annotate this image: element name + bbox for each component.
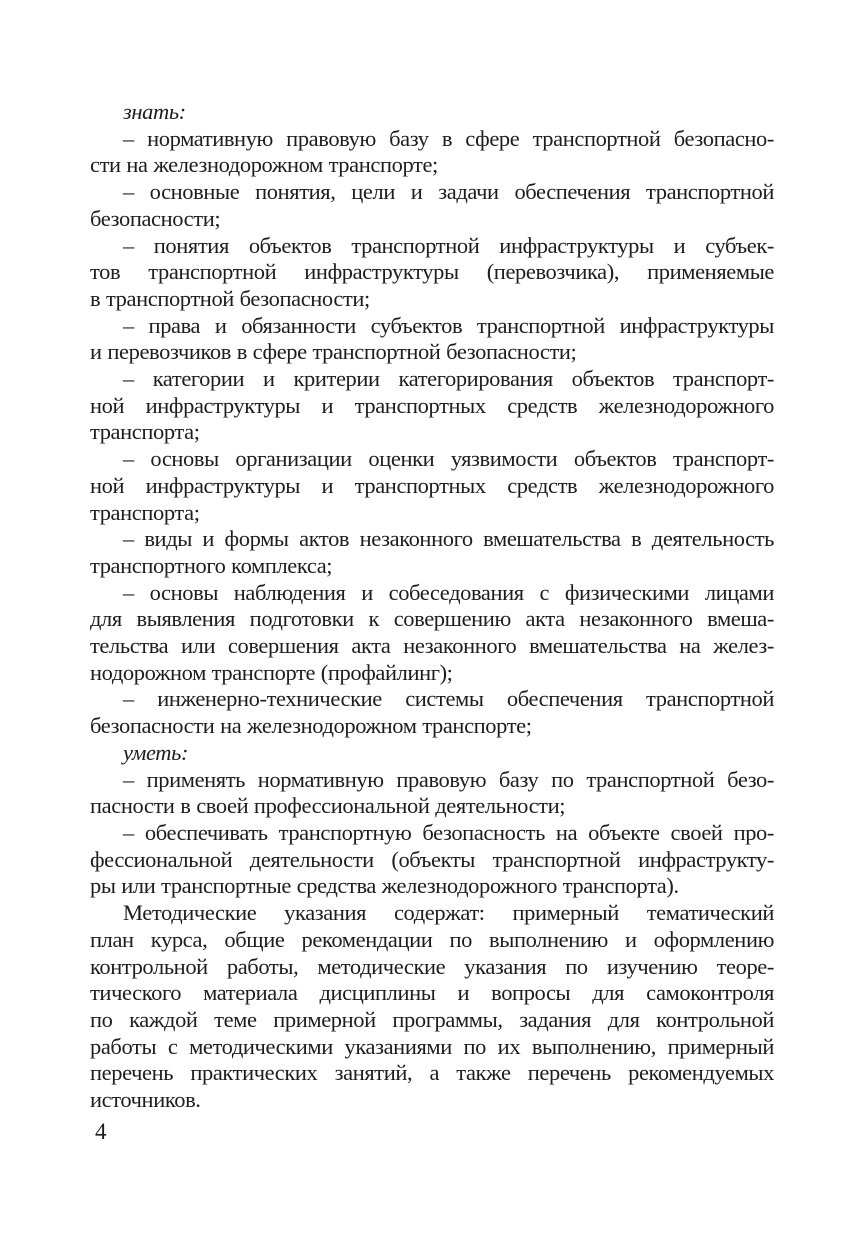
paragraph bbox=[90, 366, 774, 446]
text-line: транспортного комплекса; bbox=[90, 552, 333, 578]
text-line: – обеспечивать транспортную безопасность на объекте своей про- bbox=[123, 819, 774, 845]
paragraph bbox=[90, 686, 774, 739]
paragraph bbox=[90, 446, 774, 526]
page-number: 4 bbox=[95, 1119, 107, 1144]
text-line: безопасности; bbox=[90, 205, 221, 231]
text-line: тов транспортной инфраструктуры (перевозчика), применяемые bbox=[90, 259, 774, 285]
text-line: транспорта; bbox=[90, 499, 200, 525]
text-line: тического материала дисциплины и вопросы для самоконтроля bbox=[90, 980, 774, 1006]
text-line: – основные понятия, цели и задачи обеспечения транспортной bbox=[123, 179, 774, 205]
text-line: фессиональной деятельности (объекты транспортной инфраструкту- bbox=[90, 846, 774, 872]
text-line: по каждой теме примерной программы, задания для контрольной bbox=[90, 1006, 774, 1032]
text-line: в транспортной безопасности; bbox=[90, 285, 370, 311]
text-line: – категории и критерии категорирования объектов транспорт- bbox=[123, 366, 774, 392]
paragraph bbox=[90, 179, 774, 232]
paragraph bbox=[90, 526, 774, 579]
text-line: знать: bbox=[123, 99, 186, 124]
paragraph bbox=[90, 580, 774, 687]
text-line: работы с методическими указаниями по их выполнению, примерный bbox=[90, 1033, 774, 1059]
paragraph bbox=[90, 900, 774, 1114]
text-line: – понятия объектов транспортной инфраструктуры и субъек- bbox=[123, 232, 774, 258]
text-line: – основы наблюдения и собеседования с физическими лицами bbox=[123, 579, 774, 605]
text-line: ры или транспортные средства железнодорожного транспорта). bbox=[90, 873, 679, 899]
text-line: для выявления подготовки к совершению акта незаконного вмеша- bbox=[90, 606, 774, 632]
text-line: тельства или совершения акта незаконного вмешательства на желез- bbox=[90, 633, 774, 659]
text-line: и перевозчиков в сфере транспортной безопасности; bbox=[90, 339, 577, 365]
text-line: пасности в своей профессиональной деятельности; bbox=[90, 793, 566, 819]
paragraph bbox=[90, 820, 774, 900]
text-line: транспорта; bbox=[90, 419, 200, 445]
text-line: – виды и формы актов незаконного вмешательства в деятельность bbox=[123, 526, 774, 552]
text-line: – права и обязанности субъектов транспортной инфраструктуры bbox=[123, 312, 774, 338]
text-line: план курса, общие рекомендации по выполнению и оформлению bbox=[90, 926, 774, 952]
text-line: нодорожном транспорте (профайлинг); bbox=[90, 659, 453, 685]
paragraph bbox=[90, 767, 774, 820]
paragraph bbox=[90, 740, 774, 767]
paragraph bbox=[90, 233, 774, 313]
text-line: ной инфраструктуры и транспортных средств железнодорожного bbox=[90, 472, 774, 498]
text-line: источников. bbox=[90, 1087, 201, 1113]
paragraph bbox=[90, 313, 774, 366]
text-line: – основы организации оценки уязвимости объектов транспорт- bbox=[123, 446, 774, 472]
text-line: – применять нормативную правовую базу по транспортной безо- bbox=[123, 766, 774, 792]
text-line: ной инфраструктуры и транспортных средств железнодорожного bbox=[90, 392, 774, 418]
text-line: уметь: bbox=[123, 739, 189, 765]
paragraph bbox=[90, 99, 774, 126]
text-block bbox=[90, 99, 774, 1114]
paragraph bbox=[90, 126, 774, 179]
text-line: безопасности на железнодорожном транспорте; bbox=[90, 713, 532, 739]
text-line: сти на железнодорожном транспорте; bbox=[90, 152, 438, 178]
text-line: контрольной работы, методические указания по изучению теоре- bbox=[90, 953, 774, 979]
text-line: – нормативную правовую базу в сфере транспортной безопасно- bbox=[123, 125, 774, 151]
text-line: Методические указания содержат: примерный тематический bbox=[123, 900, 774, 926]
text-line: перечень практических занятий, а также перечень рекомендуемых bbox=[90, 1060, 774, 1086]
text-line: – инженерно-технические системы обеспечения транспортной bbox=[123, 686, 774, 712]
